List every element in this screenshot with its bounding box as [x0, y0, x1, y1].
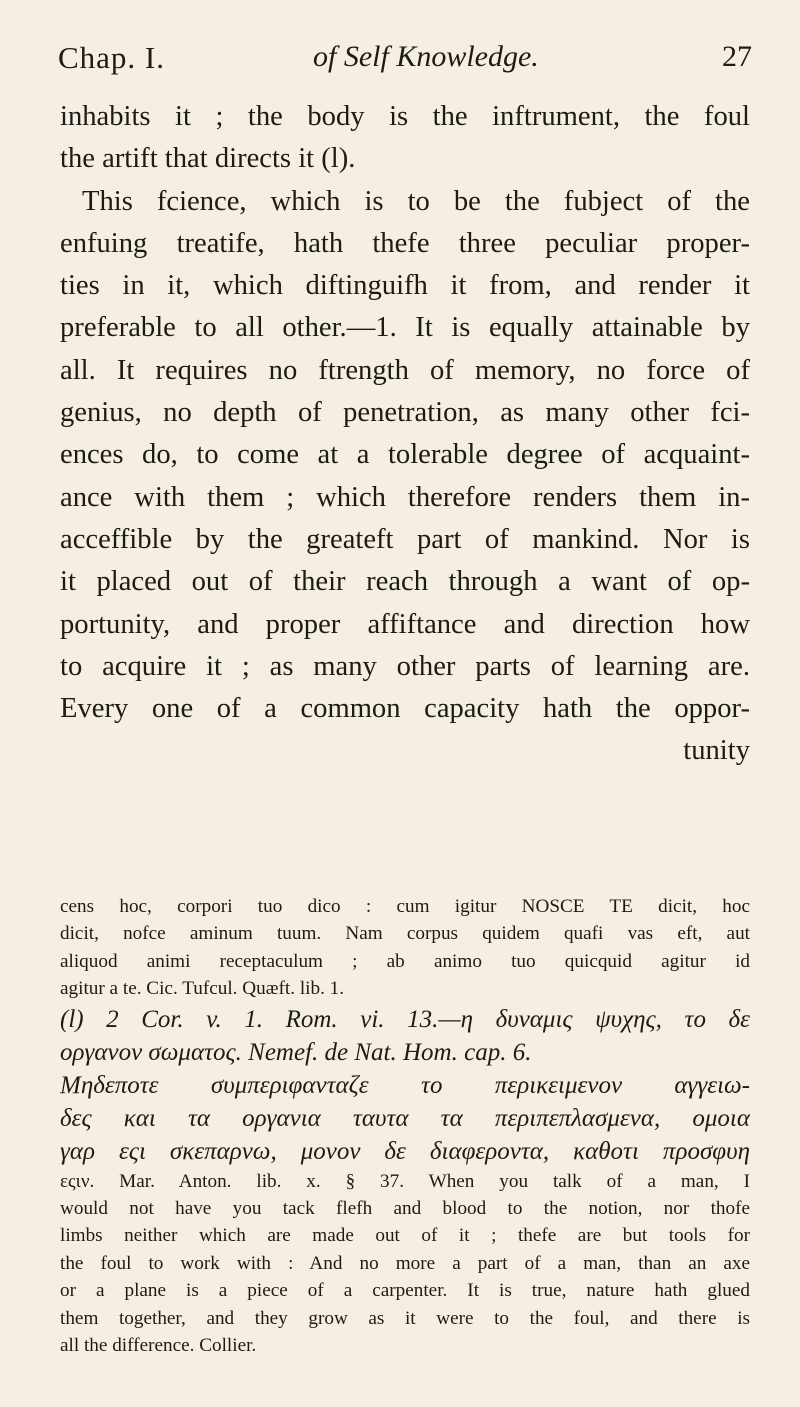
footnote-line: (l) 2 Cor. v. 1. Rom. vi. 13.—η δυναμις ψυχης, το δε — [60, 1005, 750, 1033]
footnote-line: limbs neither which are made out of it ; thefe are but tools for — [60, 1225, 750, 1247]
text-line: This fcience, which is to be the fubject of the — [82, 185, 750, 217]
text-line: enfuing treatife, hath thefe three peculiar proper- — [60, 227, 750, 259]
footnote-line: οργανον σωματος. Nemef. de Nat. Hom. cap. 6. — [60, 1038, 532, 1066]
text-line: ences do, to come at a tolerable degree of acquaint- — [60, 439, 750, 471]
footnote-line: agitur a te. Cic. Tufcul. Quæft. lib. 1. — [60, 978, 345, 1000]
text-line: inhabits it ; the body is the inftrument, the foul — [60, 101, 750, 132]
footnote-line: aliquod animi receptaculum ; ab animo tuo quicquid agitur id — [60, 950, 750, 972]
footnote-line: Μηδεποτε συμπεριφανταζε το περικειμενον αγγειω- — [60, 1071, 750, 1099]
footnote-line: the foul to work with : And no more a part of a man, than an axe — [60, 1252, 750, 1274]
running-title: of Self Knowledge. — [313, 40, 539, 73]
text-line: all. It requires no ftrength of memory, no force of — [60, 354, 750, 386]
text-line: acceffible by the greateft part of mankind. Nor is — [60, 523, 750, 555]
chapter-label: Chap. I. — [58, 40, 166, 75]
text-line: to acquire it ; as many other parts of learning are. — [60, 650, 750, 682]
footnote-line: would not have you tack flefh and blood to the notion, nor thofe — [60, 1197, 750, 1219]
text-line: genius, no depth of penetration, as many other fci- — [60, 397, 750, 429]
main-text — [60, 96, 750, 773]
text-line: the artift that directs it (l). — [60, 143, 356, 175]
text-line: it placed out of their reach through a want of op- — [60, 566, 750, 598]
text-line: portunity, and proper affiftance and direction how — [60, 608, 750, 640]
text-line: ties in it, which diftinguifh it from, and render it — [60, 270, 750, 302]
footnotes — [60, 893, 750, 1359]
text-line: preferable to all other.—1. It is equally attainable by — [60, 312, 750, 344]
footnote-line: εςιν. Mar. Anton. lib. x. § 37. When you talk of a man, I — [60, 1170, 750, 1192]
page-number: 27 — [722, 40, 752, 73]
footnote-line: γαρ εςι σκεπαρνω, μονον δε διαφεροντα, καθοτι προσφυη — [60, 1137, 750, 1165]
catchword: tunity — [683, 735, 750, 767]
text-line: Every one of a common capacity hath the oppor- — [60, 693, 750, 725]
footnote-line: dicit, nofce aminum tuum. Nam corpus quidem quafi vas eft, aut — [60, 923, 750, 945]
running-header — [58, 40, 752, 90]
footnote-line: cens hoc, corpori tuo dico : cum igitur NOSCE TE dicit, hoc — [60, 896, 750, 917]
footnote-line: δες και τα οργανια ταυτα τα περιπεπλασμενα, ομοια — [60, 1104, 750, 1132]
footnote-line: them together, and they grow as it were to the foul, and there is — [60, 1307, 750, 1329]
footnote-line: all the difference. Collier. — [60, 1334, 257, 1356]
text-line: ance with them ; which therefore renders them in- — [60, 481, 750, 513]
footnote-line: or a plane is a piece of a carpenter. It is true, nature hath glued — [60, 1280, 750, 1302]
